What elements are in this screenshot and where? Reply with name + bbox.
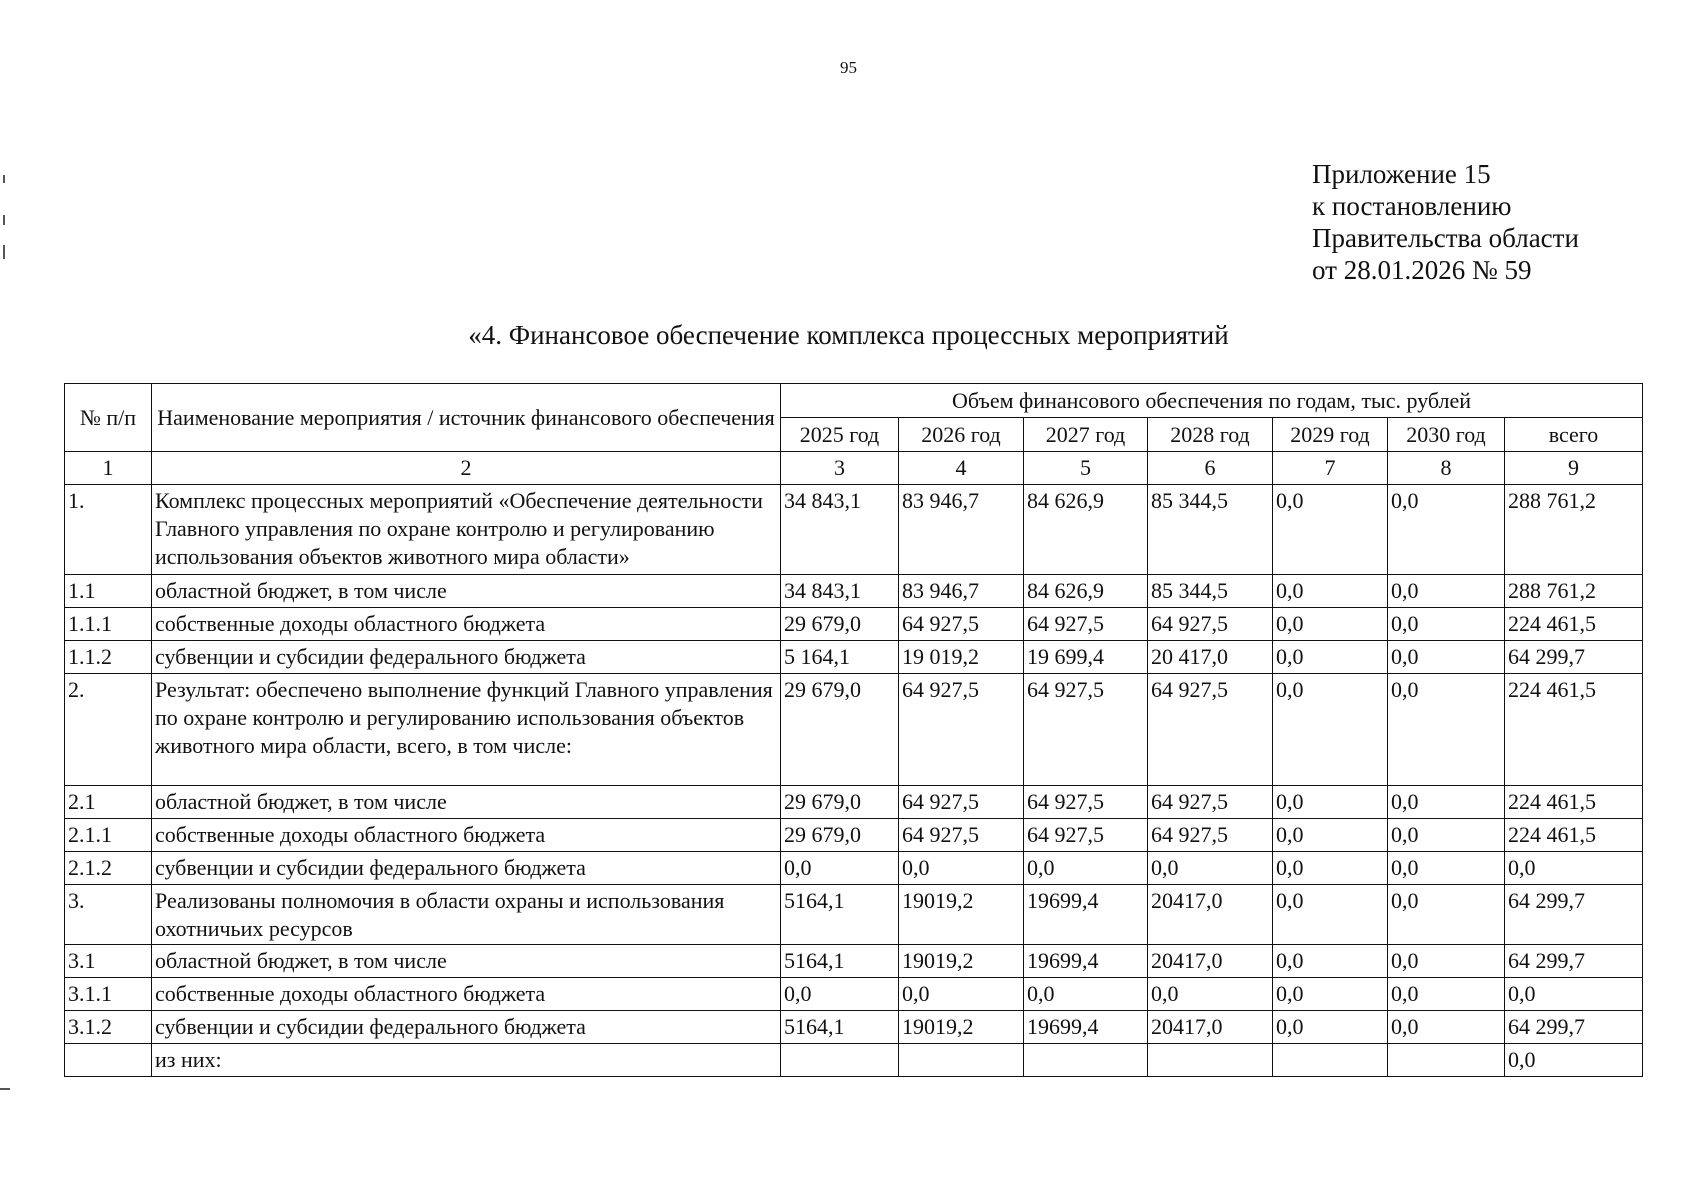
appendix-line-3: Правительства области bbox=[1312, 223, 1579, 253]
row-name: Результат: обеспечено выполнение функций Главного управления по охране контролю и регулированию использования объектов животного мира области, всего, в том числе: bbox=[152, 674, 781, 786]
row-year-value: 0,0 bbox=[1273, 1011, 1388, 1044]
row-year-value: 64 927,5 bbox=[1148, 786, 1273, 819]
row-year-value: 5164,1 bbox=[781, 885, 899, 945]
row-year-value: 84 626,9 bbox=[1024, 575, 1148, 608]
row-year-value: 0,0 bbox=[1388, 641, 1505, 674]
row-total-value: 224 461,5 bbox=[1505, 674, 1643, 786]
row-year-value: 64 927,5 bbox=[1024, 674, 1148, 786]
row-year-value: 83 946,7 bbox=[899, 485, 1024, 575]
table-row bbox=[65, 641, 1643, 674]
row-year-value: 64 927,5 bbox=[899, 786, 1024, 819]
row-year-value bbox=[1273, 1044, 1388, 1077]
row-year-value: 85 344,5 bbox=[1148, 485, 1273, 575]
row-name: собственные доходы областного бюджета bbox=[152, 819, 781, 852]
row-total-value: 288 761,2 bbox=[1505, 575, 1643, 608]
column-number: 6 bbox=[1148, 452, 1273, 485]
row-year-value: 85 344,5 bbox=[1148, 575, 1273, 608]
appendix-line-2: к постановлению bbox=[1312, 191, 1512, 221]
appendix-block bbox=[1312, 158, 1579, 286]
row-year-value: 20417,0 bbox=[1148, 1011, 1273, 1044]
row-year-value: 0,0 bbox=[1024, 978, 1148, 1011]
row-total-value: 224 461,5 bbox=[1505, 608, 1643, 641]
row-year-value bbox=[781, 1044, 899, 1077]
row-number: 2.1.1 bbox=[65, 819, 152, 852]
column-number: 9 bbox=[1505, 452, 1643, 485]
row-year-value: 64 927,5 bbox=[1024, 786, 1148, 819]
header-volume: Объем финансового обеспечения по годам, тыс. рублей bbox=[781, 384, 1643, 418]
row-year-value: 0,0 bbox=[1273, 641, 1388, 674]
row-year-value: 20417,0 bbox=[1148, 885, 1273, 945]
row-name: из них: bbox=[152, 1044, 781, 1077]
appendix-line-4: от 28.01.2026 № 59 bbox=[1312, 255, 1532, 285]
header-num: № п/п bbox=[65, 384, 152, 452]
row-year-value: 19699,4 bbox=[1024, 885, 1148, 945]
row-year-value: 29 679,0 bbox=[781, 608, 899, 641]
row-year-value: 0,0 bbox=[1273, 608, 1388, 641]
row-year-value: 0,0 bbox=[1388, 819, 1505, 852]
row-name: собственные доходы областного бюджета bbox=[152, 978, 781, 1011]
row-name: субвенции и субсидии федерального бюджета bbox=[152, 1011, 781, 1044]
column-number: 2 bbox=[152, 452, 781, 485]
row-year-value: 64 927,5 bbox=[899, 819, 1024, 852]
row-year-value: 19 019,2 bbox=[899, 641, 1024, 674]
row-year-value: 0,0 bbox=[1273, 575, 1388, 608]
table-row bbox=[65, 608, 1643, 641]
row-year-value: 0,0 bbox=[1273, 978, 1388, 1011]
row-total-value: 288 761,2 bbox=[1505, 485, 1643, 575]
table-row bbox=[65, 819, 1643, 852]
row-number bbox=[65, 1044, 152, 1077]
column-number: 1 bbox=[65, 452, 152, 485]
row-total-value: 0,0 bbox=[1505, 1044, 1643, 1077]
row-total-value: 224 461,5 bbox=[1505, 786, 1643, 819]
row-total-value: 0,0 bbox=[1505, 852, 1643, 885]
scan-artifact bbox=[3, 215, 5, 225]
row-year-value: 19 699,4 bbox=[1024, 641, 1148, 674]
row-year-value: 64 927,5 bbox=[899, 608, 1024, 641]
row-year-value: 0,0 bbox=[1388, 945, 1505, 978]
table-row bbox=[65, 674, 1643, 786]
row-total-value: 0,0 bbox=[1505, 978, 1643, 1011]
row-name: Реализованы полномочия в области охраны и использования охотничьих ресурсов bbox=[152, 885, 781, 945]
row-number: 2. bbox=[65, 674, 152, 786]
row-year-value: 84 626,9 bbox=[1024, 485, 1148, 575]
row-name: областной бюджет, в том числе bbox=[152, 575, 781, 608]
row-year-value: 5 164,1 bbox=[781, 641, 899, 674]
table-body bbox=[65, 485, 1643, 1077]
column-number: 7 bbox=[1273, 452, 1388, 485]
row-year-value: 19699,4 bbox=[1024, 945, 1148, 978]
table-row bbox=[65, 786, 1643, 819]
header-year: 2029 год bbox=[1273, 418, 1388, 452]
row-year-value: 64 927,5 bbox=[899, 674, 1024, 786]
row-year-value: 0,0 bbox=[1388, 852, 1505, 885]
row-name: Комплекс процессных мероприятий «Обеспечение деятельности Главного управления по охране контролю и регулированию использования объектов животного мира области» bbox=[152, 485, 781, 575]
row-year-value: 19019,2 bbox=[899, 1011, 1024, 1044]
row-name: субвенции и субсидии федерального бюджета bbox=[152, 852, 781, 885]
row-year-value: 64 927,5 bbox=[1024, 608, 1148, 641]
row-year-value: 19019,2 bbox=[899, 945, 1024, 978]
row-year-value: 0,0 bbox=[1273, 819, 1388, 852]
row-year-value: 29 679,0 bbox=[781, 819, 899, 852]
row-year-value: 0,0 bbox=[1148, 978, 1273, 1011]
row-year-value: 0,0 bbox=[1273, 885, 1388, 945]
row-year-value: 5164,1 bbox=[781, 945, 899, 978]
row-year-value: 29 679,0 bbox=[781, 786, 899, 819]
row-year-value: 0,0 bbox=[1388, 575, 1505, 608]
row-year-value: 0,0 bbox=[1388, 786, 1505, 819]
row-year-value: 0,0 bbox=[1388, 608, 1505, 641]
table-row bbox=[65, 885, 1643, 945]
row-year-value bbox=[1388, 1044, 1505, 1077]
row-year-value: 5164,1 bbox=[781, 1011, 899, 1044]
row-year-value: 0,0 bbox=[1024, 852, 1148, 885]
row-total-value: 64 299,7 bbox=[1505, 945, 1643, 978]
row-year-value: 64 927,5 bbox=[1148, 674, 1273, 786]
header-year: 2026 год bbox=[899, 418, 1024, 452]
header-year: 2025 год bbox=[781, 418, 899, 452]
row-year-value: 0,0 bbox=[1388, 1011, 1505, 1044]
row-number: 3. bbox=[65, 885, 152, 945]
header-year: 2027 год bbox=[1024, 418, 1148, 452]
document-title: «4. Финансовое обеспечение комплекса процессных мероприятий bbox=[468, 320, 1229, 350]
row-total-value: 64 299,7 bbox=[1505, 641, 1643, 674]
row-year-value: 29 679,0 bbox=[781, 674, 899, 786]
column-number: 4 bbox=[899, 452, 1024, 485]
table-row bbox=[65, 485, 1643, 575]
page-number: 95 bbox=[840, 58, 857, 77]
column-number-row bbox=[65, 452, 1643, 485]
column-number: 5 bbox=[1024, 452, 1148, 485]
row-year-value: 0,0 bbox=[1388, 485, 1505, 575]
row-number: 2.1.2 bbox=[65, 852, 152, 885]
column-number: 8 bbox=[1388, 452, 1505, 485]
scan-artifact bbox=[3, 245, 5, 259]
header-year: 2028 год bbox=[1148, 418, 1273, 452]
table-row bbox=[65, 852, 1643, 885]
row-year-value bbox=[899, 1044, 1024, 1077]
header-name: Наименование мероприятия / источник финансового обеспечения bbox=[152, 384, 781, 452]
row-year-value: 0,0 bbox=[1388, 674, 1505, 786]
row-year-value bbox=[1024, 1044, 1148, 1077]
row-year-value: 34 843,1 bbox=[781, 575, 899, 608]
header-year: 2030 год bbox=[1388, 418, 1505, 452]
row-year-value: 20417,0 bbox=[1148, 945, 1273, 978]
table-row bbox=[65, 575, 1643, 608]
row-year-value: 0,0 bbox=[899, 978, 1024, 1011]
row-year-value: 0,0 bbox=[1273, 674, 1388, 786]
row-year-value: 0,0 bbox=[781, 852, 899, 885]
financing-table bbox=[64, 383, 1643, 1077]
row-total-value: 64 299,7 bbox=[1505, 1011, 1643, 1044]
row-year-value: 64 927,5 bbox=[1024, 819, 1148, 852]
row-name: областной бюджет, в том числе bbox=[152, 786, 781, 819]
row-number: 3.1.2 bbox=[65, 1011, 152, 1044]
row-year-value: 19019,2 bbox=[899, 885, 1024, 945]
row-year-value: 0,0 bbox=[1388, 885, 1505, 945]
row-total-value: 64 299,7 bbox=[1505, 885, 1643, 945]
row-year-value bbox=[1148, 1044, 1273, 1077]
row-year-value: 0,0 bbox=[899, 852, 1024, 885]
row-number: 1.1.1 bbox=[65, 608, 152, 641]
column-number: 3 bbox=[781, 452, 899, 485]
table-row bbox=[65, 978, 1643, 1011]
row-name: собственные доходы областного бюджета bbox=[152, 608, 781, 641]
row-year-value: 0,0 bbox=[781, 978, 899, 1011]
row-year-value: 0,0 bbox=[1273, 945, 1388, 978]
row-year-value: 64 927,5 bbox=[1148, 608, 1273, 641]
row-year-value: 83 946,7 bbox=[899, 575, 1024, 608]
row-year-value: 0,0 bbox=[1273, 485, 1388, 575]
row-number: 3.1.1 bbox=[65, 978, 152, 1011]
table-row bbox=[65, 1044, 1643, 1077]
row-year-value: 34 843,1 bbox=[781, 485, 899, 575]
row-year-value: 19699,4 bbox=[1024, 1011, 1148, 1044]
row-year-value: 0,0 bbox=[1273, 786, 1388, 819]
row-year-value: 0,0 bbox=[1388, 978, 1505, 1011]
row-number: 3.1 bbox=[65, 945, 152, 978]
row-year-value: 0,0 bbox=[1273, 852, 1388, 885]
header-row-1 bbox=[65, 384, 1643, 418]
row-year-value: 0,0 bbox=[1148, 852, 1273, 885]
header-total: всего bbox=[1505, 418, 1643, 452]
scan-artifact bbox=[3, 175, 5, 183]
row-name: областной бюджет, в том числе bbox=[152, 945, 781, 978]
row-total-value: 224 461,5 bbox=[1505, 819, 1643, 852]
appendix-line-1: Приложение 15 bbox=[1312, 159, 1491, 189]
row-year-value: 64 927,5 bbox=[1148, 819, 1273, 852]
row-number: 1.1.2 bbox=[65, 641, 152, 674]
scan-artifact bbox=[0, 1088, 10, 1090]
table-row bbox=[65, 1011, 1643, 1044]
row-year-value: 20 417,0 bbox=[1148, 641, 1273, 674]
row-number: 2.1 bbox=[65, 786, 152, 819]
row-number: 1. bbox=[65, 485, 152, 575]
row-name: субвенции и субсидии федерального бюджета bbox=[152, 641, 781, 674]
row-number: 1.1 bbox=[65, 575, 152, 608]
table-row bbox=[65, 945, 1643, 978]
